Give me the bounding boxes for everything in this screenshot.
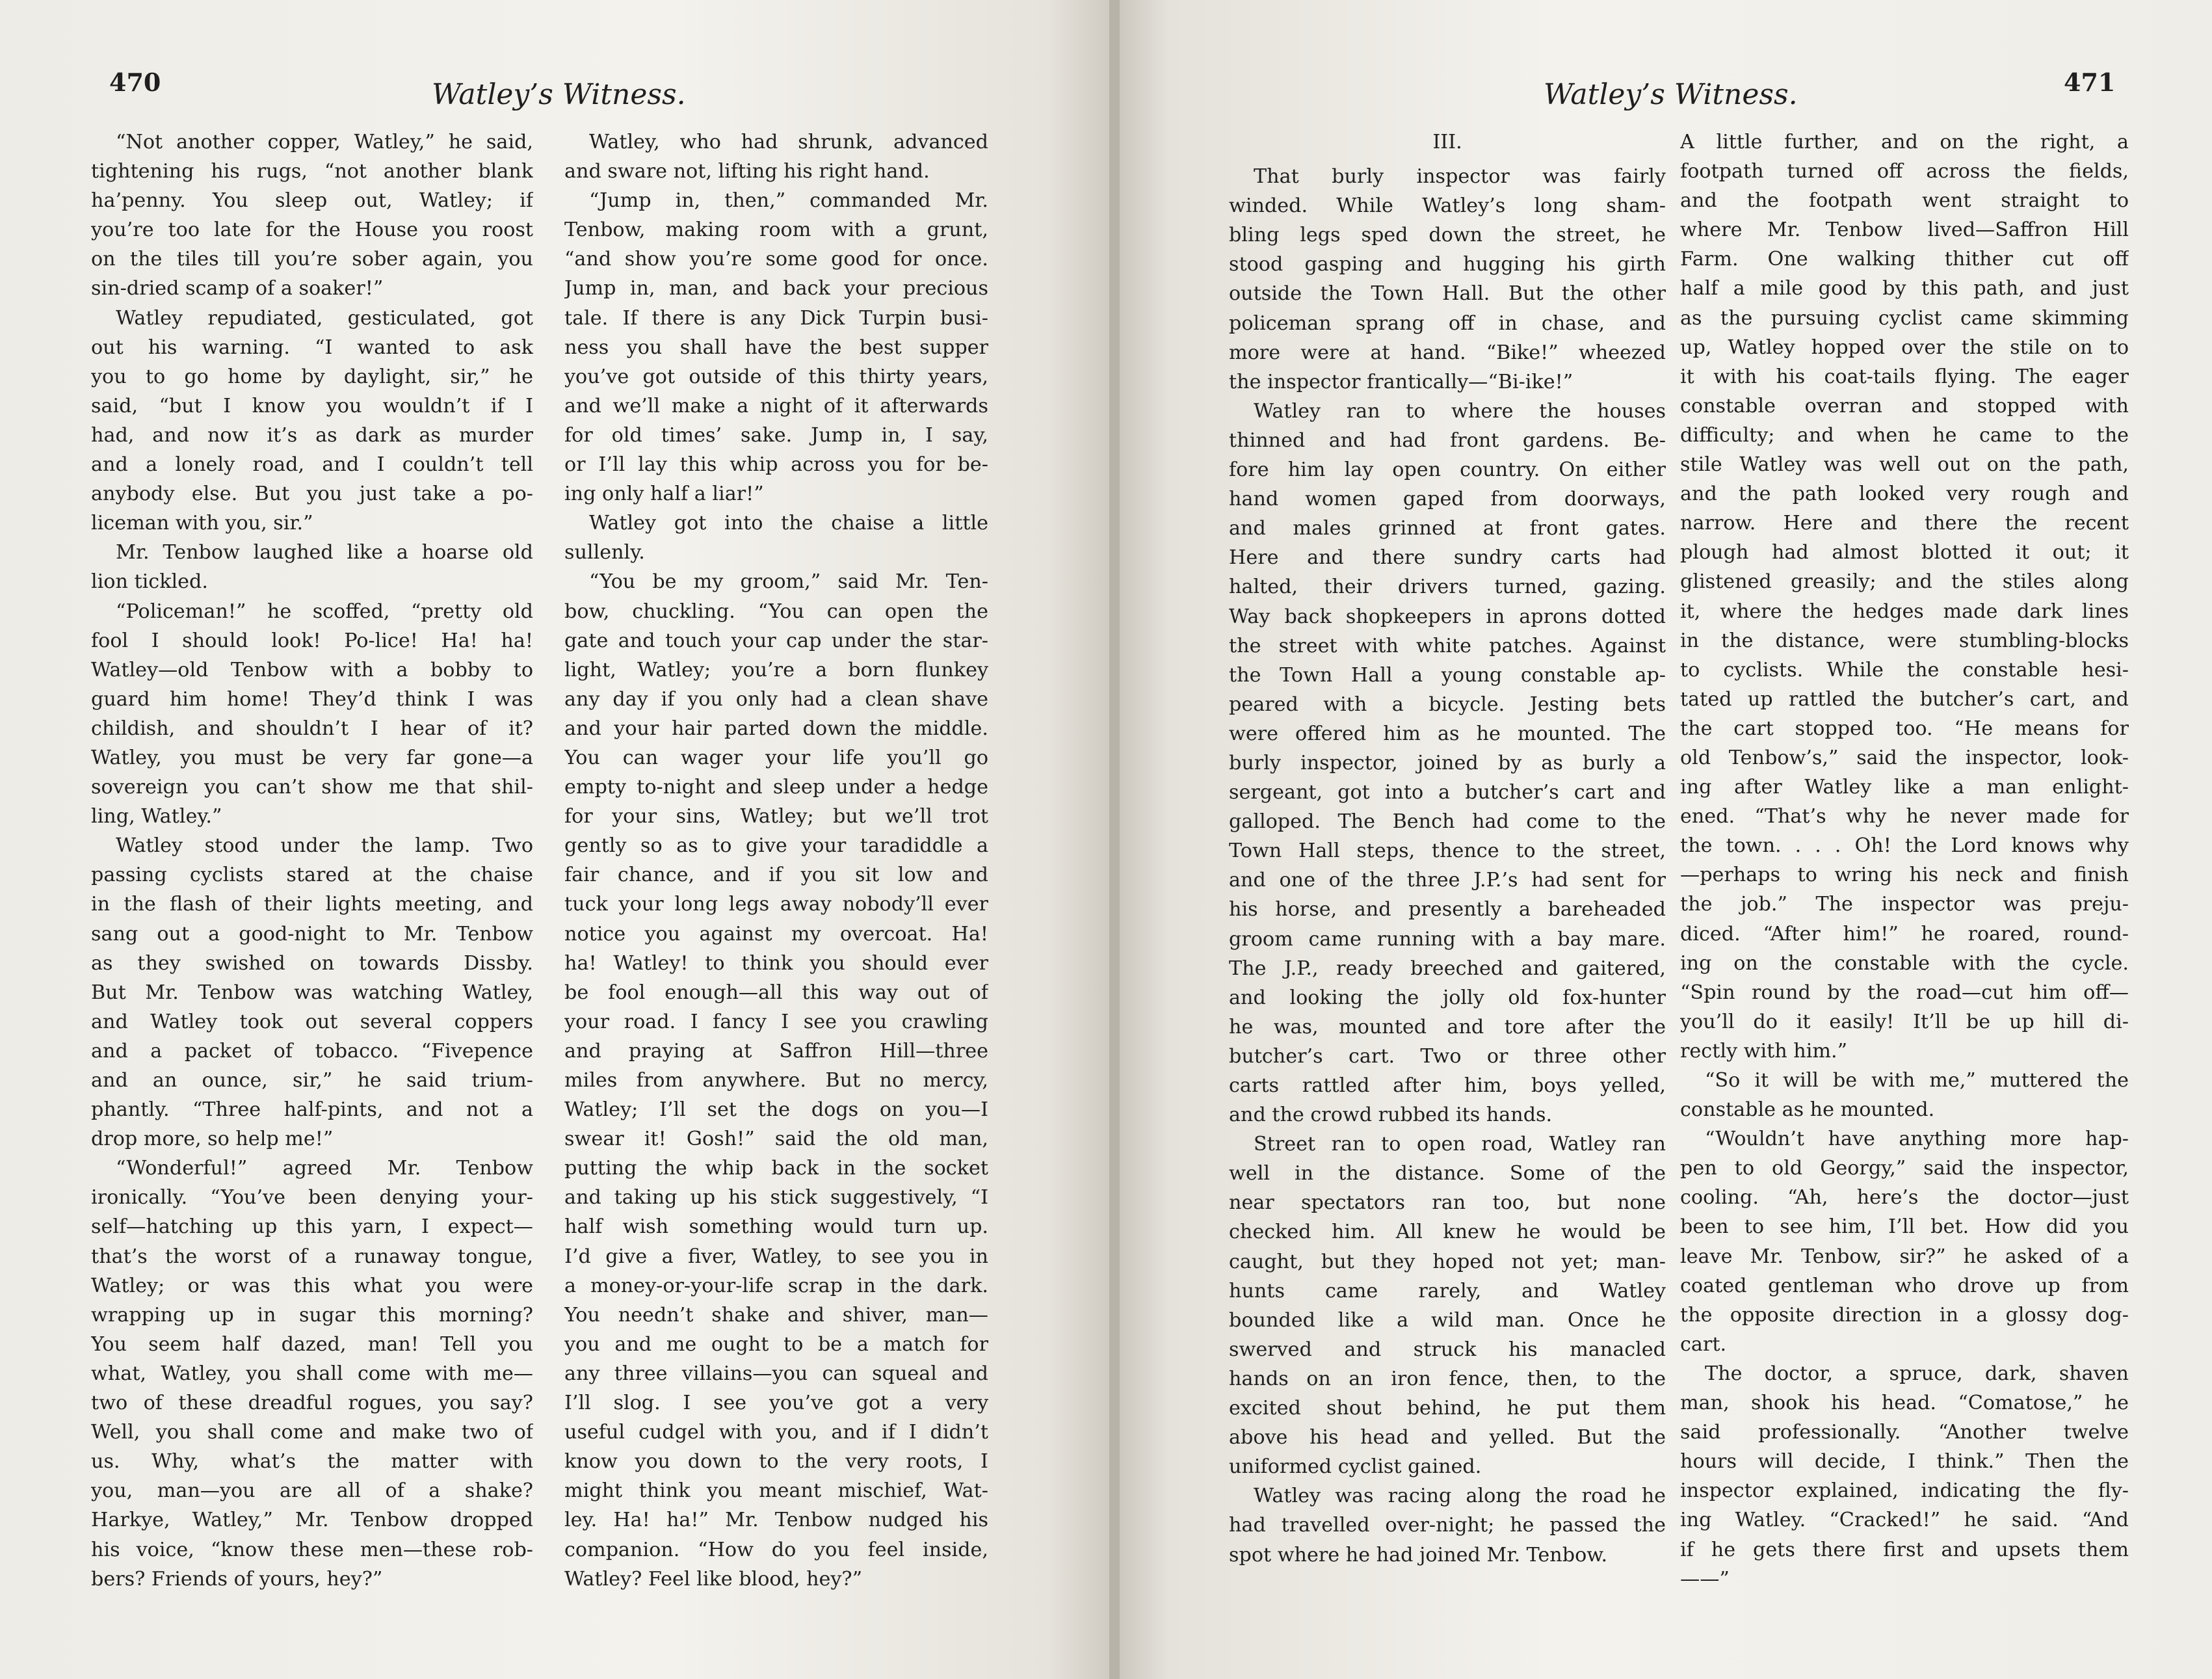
text-line: miles from anywhere. But no mercy, (564, 1069, 988, 1092)
text-line: hand women gaped from doorways, (1229, 488, 1666, 511)
text-line: drop more, so help me!” (91, 1128, 334, 1151)
text-line: and your hair parted down the middle. (564, 717, 988, 740)
text-line: the Town Hall a young constable ap- (1229, 663, 1666, 687)
text-line: said, “but I know you wouldn’t if I (91, 394, 533, 417)
text-line: had travelled over-night; he passed the (1229, 1514, 1666, 1537)
text-line: empty to-night and sleep under a hedge (564, 776, 988, 799)
text-line: ing only half a liar!” (564, 483, 764, 506)
text-line: lion tickled. (91, 570, 208, 594)
text-line: “So it will be with me,” muttered the (1705, 1069, 2129, 1092)
text-line: You can wager your life you’ll go (564, 746, 988, 769)
text-line: it with his coat-tails flying. The eager (1680, 365, 2129, 388)
text-line: fair chance, and if you sit low and (564, 864, 988, 887)
text-line: sullenly. (564, 541, 645, 564)
left-page-column-1 (91, 127, 533, 1636)
text-line: man, shook his head. “Comatose,” he (1680, 1392, 2129, 1415)
text-line: you, man—you are all of a shake? (91, 1479, 533, 1503)
text-line: half wish something would turn up. (564, 1215, 988, 1239)
text-line: and taking up his stick suggestively, “I (564, 1186, 988, 1210)
text-line: companion. “How do you feel inside, (564, 1538, 988, 1561)
text-line: and Watley took out several coppers (91, 1010, 533, 1033)
text-line: “Jump in, then,” commanded Mr. (589, 189, 988, 213)
text-line: Tenbow, making room with a grunt, (564, 218, 988, 242)
text-line: bling legs sped down the street, he (1229, 224, 1666, 247)
text-line: any day if you only had a clean shave (564, 687, 988, 711)
text-line: excited shout behind, he put them (1229, 1397, 1666, 1420)
text-line: been to see him, I’ll bet. How did you (1680, 1215, 2129, 1239)
text-line: ened. “That’s why he never made for (1680, 805, 2129, 828)
text-line: Watley, who had shrunk, advanced (589, 131, 988, 153)
text-line: sin-dried scamp of a soaker!” (91, 277, 384, 300)
text-line: leave Mr. Tenbow, sir?” he asked of a (1680, 1245, 2129, 1268)
text-line: above his head and yelled. But the (1229, 1426, 1666, 1449)
text-line: ing Watley. “Cracked!” he said. “And (1680, 1509, 2129, 1532)
right-page-number: 471 (2064, 68, 2116, 97)
text-line: for your sins, Watley; but we’ll trot (564, 805, 988, 828)
text-line: putting the whip back in the socket (564, 1157, 988, 1180)
text-line: swear it! Gosh!” said the old man, (564, 1128, 988, 1151)
text-line: anybody else. But you just take a po- (91, 483, 533, 506)
text-line: wrapping up in sugar this morning? (91, 1303, 533, 1327)
text-line: Watley ran to where the houses (1254, 399, 1666, 423)
text-line: thinned and had front gardens. Be- (1229, 429, 1666, 452)
text-line: Watley? Feel like blood, hey?” (564, 1567, 863, 1591)
text-line: us. Why, what’s the matter with (91, 1450, 533, 1474)
text-line: ling, Watley.” (91, 805, 222, 828)
text-line: any three villains—you can squeal and (564, 1362, 988, 1385)
text-line: Watley stood under the lamp. Two (116, 834, 533, 858)
text-line: the job.” The inspector was preju- (1680, 893, 2129, 916)
text-line: his voice, “know these men—these rob- (91, 1538, 533, 1561)
text-line: for old times’ sake. Jump in, I say, (564, 423, 988, 447)
text-line: burly inspector, joined by as burly a (1229, 751, 1666, 774)
text-line: Farm. One walking thither cut off (1680, 248, 2129, 271)
text-line: “Not another copper, Watley,” he said, (116, 131, 533, 153)
text-line: and a packet of tobacco. “Fivepence (91, 1039, 533, 1063)
text-line: ha! Watley! to think you should ever (564, 951, 988, 975)
right-running-head: Watley’s Witness. (1544, 78, 1798, 111)
text-line: half a mile good by this path, and just (1680, 277, 2129, 300)
text-line: “Policeman!” he scoffed, “pretty old (116, 600, 533, 623)
text-line: and we’ll make a night of it afterwards (564, 394, 988, 417)
text-line: he was, mounted and tore after the (1229, 1015, 1666, 1038)
text-line: stood gasping and hugging his girth (1229, 253, 1666, 276)
text-line: “Spin round by the road—cut him off— (1680, 981, 2129, 1004)
text-line: the opposite direction in a glossy dog- (1680, 1303, 2129, 1327)
text-line: gently so as to give your taradiddle a (564, 834, 988, 858)
text-line: gate and touch your cap under the star- (564, 629, 988, 652)
text-line: it, where the hedges made dark lines (1680, 600, 2129, 623)
text-line: old Tenbow’s,” said the inspector, look- (1680, 746, 2129, 769)
text-line: in the flash of their lights meeting, and (91, 893, 533, 916)
text-line: tightening his rugs, “not another blank (91, 160, 533, 183)
text-line: constable overran and stopped with (1680, 394, 2129, 417)
text-line: glistened greasily; and the stiles along (1680, 570, 2129, 594)
right-page-column-2 (1680, 127, 2129, 1636)
text-line: and the path looked very rough and (1680, 483, 2129, 506)
text-line: “Wouldn’t have anything more hap- (1705, 1128, 2129, 1151)
text-line: be fool enough—all this way out of (564, 981, 988, 1004)
text-line: policeman sprang off in chase, and (1229, 311, 1666, 335)
text-line: Well, you shall come and make two of (91, 1421, 533, 1444)
text-line: and males grinned at front gates. (1229, 517, 1666, 540)
text-line: “You be my groom,” said Mr. Ten- (589, 570, 988, 594)
text-line: liceman with you, sir.” (91, 512, 313, 535)
text-line: Here and there sundry carts had (1229, 546, 1666, 570)
text-line: groom came running with a bay mare. (1229, 927, 1666, 951)
left-page-column-2 (564, 127, 988, 1636)
text-line: bow, chuckling. “You can open the (564, 600, 988, 623)
text-line: sang out a good-night to Mr. Tenbow (91, 922, 533, 945)
text-line: childish, and shouldn’t I hear of it? (91, 717, 533, 740)
text-line: on the tiles till you’re sober again, you (91, 248, 533, 271)
text-line: you’ve got outside of this thirty years, (564, 365, 988, 388)
text-line: Watley; I’ll set the dogs on you—I (564, 1098, 988, 1122)
text-line: coated gentleman who drove up from (1680, 1274, 2129, 1297)
text-line: had, and now it’s as dark as murder (91, 423, 533, 447)
text-line: “Wonderful!” agreed Mr. Tenbow (116, 1157, 533, 1180)
text-line: passing cyclists stared at the chaise (91, 864, 533, 887)
text-line: spot where he had joined Mr. Tenbow. (1229, 1543, 1608, 1567)
text-line: tated up rattled the butcher’s cart, and (1680, 687, 2129, 711)
text-line: Harkye, Watley,” Mr. Tenbow dropped (91, 1509, 533, 1532)
text-line: —perhaps to wring his neck and finish (1680, 864, 2129, 887)
text-line: you and me ought to be a match for (564, 1332, 988, 1356)
text-line: cooling. “Ah, here’s the doctor—just (1680, 1186, 2129, 1210)
text-line: ha’penny. You sleep out, Watley; if (91, 189, 533, 213)
text-line: ley. Ha! ha!” Mr. Tenbow nudged his (564, 1509, 988, 1532)
text-line: out his warning. “I wanted to ask (91, 336, 533, 359)
text-line: ironically. “You’ve been denying your- (91, 1186, 533, 1210)
text-line: phantly. “Three half-pints, and not a (91, 1098, 533, 1122)
text-line: You seem half dazed, man! Tell you (91, 1332, 533, 1356)
text-line: diced. “After him!” he roared, round- (1680, 922, 2129, 945)
text-line: caught, but they hoped not yet; man- (1229, 1250, 1666, 1273)
text-line: hands on an iron fence, then, to the (1229, 1367, 1666, 1390)
text-line: as the pursuing cyclist came skimming (1680, 306, 2129, 330)
text-line: and praying at Saffron Hill—three (564, 1039, 988, 1063)
left-page-number: 470 (109, 68, 161, 97)
text-line: and a lonely road, and I couldn’t tell (91, 453, 533, 477)
text-line: Watley; or was this what you were (91, 1274, 533, 1297)
text-line: know you down to the very roots, I (564, 1450, 988, 1474)
text-line: difficulty; and when he came to the (1680, 423, 2129, 447)
text-line: Way back shopkeepers in aprons dotted (1229, 605, 1666, 628)
text-line: in the distance, were stumbling-blocks (1680, 629, 2129, 652)
text-line: hunts came rarely, and Watley (1229, 1279, 1666, 1302)
text-line: if he gets there first and upsets them (1680, 1538, 2129, 1561)
text-line: plough had almost blotted it out; it (1680, 541, 2129, 564)
text-line: constable as he mounted. (1680, 1098, 1935, 1122)
text-line: light, Watley; you’re a born flunkey (564, 658, 988, 681)
text-line: you’re too late for the House you roost (91, 218, 533, 242)
text-line: pen to old Georgy,” said the inspector, (1680, 1157, 2129, 1180)
text-line: his horse, and presently a bareheaded (1229, 898, 1666, 921)
text-line: or I’ll lay this whip across you for be- (564, 453, 988, 477)
text-line: notice you against my overcoat. Ha! (564, 922, 988, 945)
right-page-column-1 (1229, 127, 1666, 1636)
text-line: said professionally. “Another twelve (1680, 1421, 2129, 1444)
text-line: bers? Friends of yours, hey?” (91, 1567, 383, 1591)
text-line: more were at hand. “Bike!” wheezed (1229, 341, 1666, 364)
text-line: well in the distance. Some of the (1229, 1162, 1666, 1185)
text-line: swerved and struck his manacled (1229, 1338, 1666, 1361)
text-line: I’ll slog. I see you’ve got a very (564, 1392, 988, 1415)
text-line: Jump in, man, and back your precious (564, 277, 988, 300)
text-line: tuck your long legs away nobody’ll ever (564, 893, 988, 916)
text-line: ness you shall have the best supper (564, 336, 988, 359)
text-line: and looking the jolly old fox-hunter (1229, 986, 1666, 1009)
text-line: up, Watley hopped over the stile on to (1680, 336, 2129, 359)
text-line: But Mr. Tenbow was watching Watley, (91, 981, 533, 1004)
text-line: ing after Watley like a man enlight- (1680, 776, 2129, 799)
text-line: you’ll do it easily! It’ll be up hill di- (1680, 1010, 2129, 1033)
text-line: that’s the worst of a runaway tongue, (91, 1245, 533, 1268)
text-line: you to go home by daylight, sir,” he (91, 365, 533, 388)
text-line: the inspector frantically—“Bi-ike!” (1229, 370, 1573, 393)
text-line: and sware not, lifting his right hand. (564, 160, 930, 183)
text-line: might think you meant mischief, Wat- (564, 1479, 988, 1503)
text-line: You needn’t shake and shiver, man— (564, 1303, 988, 1327)
text-line: narrow. Here and there the recent (1680, 512, 2129, 535)
text-line: sovereign you can’t show me that shil- (91, 776, 533, 799)
section-heading: III. (1432, 131, 1462, 153)
text-line: near spectators ran too, but none (1229, 1191, 1666, 1215)
left-running-head: Watley’s Witness. (432, 78, 686, 111)
text-line: cart. (1680, 1332, 1727, 1356)
text-line: uniformed cyclist gained. (1229, 1455, 1482, 1479)
text-line: the street with white patches. Against (1229, 634, 1666, 657)
text-line: A little further, and on the right, a (1680, 131, 2129, 153)
text-line: “and show you’re some good for once. (564, 248, 988, 271)
text-line: Town Hall steps, thence to the street, (1229, 840, 1666, 863)
text-line: useful cudgel with you, and if I didn’t (564, 1421, 988, 1444)
text-line: sergeant, got into a butcher’s cart and (1229, 781, 1666, 804)
text-line: and the crowd rubbed its hands. (1229, 1104, 1553, 1127)
text-line: fore him lay open country. On either (1229, 458, 1666, 482)
text-line: Watley repudiated, gesticulated, got (116, 306, 533, 330)
text-line: carts rattled after him, boys yelled, (1229, 1074, 1666, 1097)
text-line: butcher’s cart. Two or three other (1229, 1044, 1666, 1068)
text-line: The J.P., ready breeched and gaitered, (1229, 957, 1666, 980)
text-line: outside the Town Hall. But the other (1229, 282, 1666, 306)
text-line: I’d give a fiver, Watley, to see you in (564, 1245, 988, 1268)
text-line: halted, their drivers turned, gazing. (1229, 575, 1666, 599)
text-line: the town. . . . Oh! the Lord knows why (1680, 834, 2129, 858)
text-line: and the footpath went straight to (1680, 189, 2129, 213)
text-line: the cart stopped too. “He means for (1680, 717, 2129, 740)
text-line: Watley, you must be very far gone—a (91, 746, 533, 769)
text-line: rectly with him.” (1680, 1039, 1848, 1063)
text-line: guard him home! They’d think I was (91, 687, 533, 711)
text-line: tale. If there is any Dick Turpin busi- (564, 306, 988, 330)
text-line: galloped. The Bench had come to the (1229, 810, 1666, 834)
text-line: self—hatching up this yarn, I expect— (91, 1215, 533, 1239)
text-line: as they swished on towards Dissby. (91, 951, 533, 975)
text-line: inspector explained, indicating the fly- (1680, 1479, 2129, 1503)
text-line: hours will decide, I think.” Then the (1680, 1450, 2129, 1474)
text-line: ——” (1680, 1567, 1730, 1591)
text-line: winded. While Watley’s long sham- (1229, 194, 1666, 218)
text-line: a money-or-your-life scrap in the dark. (564, 1274, 988, 1297)
text-line: what, Watley, you shall come with me— (91, 1362, 533, 1385)
text-line: stile Watley was well out on the path, (1680, 453, 2129, 477)
text-line: and an ounce, sir,” he said trium- (91, 1069, 533, 1092)
text-line: fool I should look! Po-lice! Ha! ha! (91, 629, 533, 652)
text-line: Watley—old Tenbow with a bobby to (91, 658, 533, 681)
text-line: two of these dreadful rogues, you say? (91, 1392, 533, 1415)
book-gutter (1109, 0, 1120, 1679)
text-line: your road. I fancy I see you crawling (564, 1010, 988, 1033)
text-line: peared with a bicycle. Jesting bets (1229, 693, 1666, 716)
text-line: where Mr. Tenbow lived—Saffron Hill (1680, 218, 2129, 242)
text-line: Watley got into the chaise a little (589, 512, 988, 535)
text-line: and one of the three J.P.’s had sent for (1229, 869, 1666, 892)
text-line: Street ran to open road, Watley ran (1254, 1133, 1666, 1156)
text-line: Watley was racing along the road he (1254, 1485, 1666, 1508)
text-line: Mr. Tenbow laughed like a hoarse old (116, 541, 533, 564)
text-line: footpath turned off across the fields, (1680, 160, 2129, 183)
text-line: to cyclists. While the constable hesi- (1680, 658, 2129, 681)
text-line: bounded like a wild man. Once he (1229, 1308, 1666, 1332)
text-line: The doctor, a spruce, dark, shaven (1705, 1362, 2129, 1385)
text-line: ing on the constable with the cycle. (1680, 951, 2129, 975)
text-line: checked him. All knew he would be (1229, 1221, 1666, 1244)
text-line: That burly inspector was fairly (1254, 165, 1666, 189)
text-line: were offered him as he mounted. The (1229, 722, 1666, 745)
